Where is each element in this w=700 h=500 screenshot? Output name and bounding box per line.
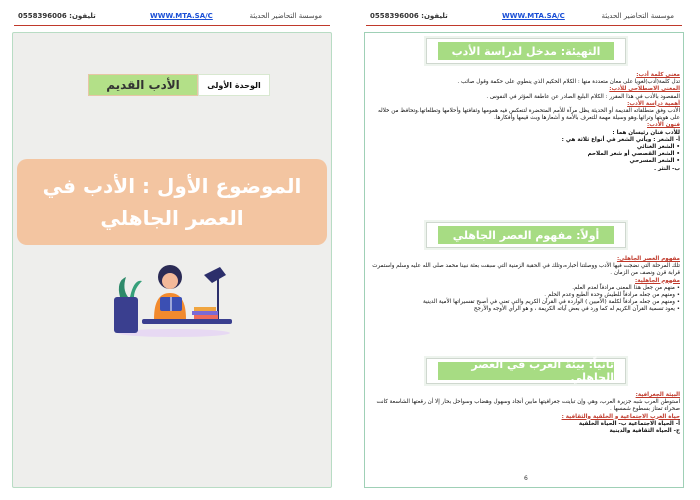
- page-header: [366, 10, 682, 26]
- section-concept-text: [368, 256, 680, 314]
- list-item: ب- النثر .: [653, 165, 680, 172]
- paragraph: استوطن العرب شبه جزيرة العرب، وهي وإن تباينت جغرافيتها مابين أنجاد وسهول وهضاب وسواحل بحار إلا أن رقعتها الشاسعة كانت صحراء تمتاز بسطوع شمسها .: [376, 399, 680, 413]
- list-item: • الشعر الغنائي: [636, 144, 680, 151]
- banner-title: ثانياً: بيئة العرب في العصر الجاهلي: [438, 362, 614, 380]
- banner-title: أولاً: مفهوم العصر الجاهلي: [438, 226, 614, 244]
- subheading: مفهوم العصر الجاهلي:: [616, 256, 680, 262]
- paragraph: تدل كلمة(أدب)لغويا على معان متعددة منها : الكلام الحكيم الذي ينطوي على حكمة وقول صائب .: [457, 79, 680, 86]
- subheading: مفهوم الجاهلية:: [635, 277, 680, 284]
- girl-reading-icon: [108, 257, 238, 337]
- header-website-link[interactable]: WWW.MTA.SA/C: [502, 12, 565, 20]
- subheading: حياة العرب الاجتماعية و الخلقية والثقافية :: [561, 413, 680, 420]
- section-banner-concept: [426, 222, 626, 248]
- topic-title: الموضوع الأول : الأدب في العصر الجاهلي: [17, 159, 327, 245]
- paragraph: للأدب فنان رئيسان هما :: [612, 129, 680, 136]
- paragraph: المقصود بالأدب في هذا المقرر : الكلام البليغ الصادر عن عاطفة المؤثر في النفوس .: [486, 93, 680, 100]
- banner-title: التهيئة: مدخل لدراسة الأدب: [438, 42, 614, 60]
- list-item: • ومنهم من جعله مرادفاً لكلمة (الأميين ) الواردة في القرآن الكريم والتي تعني في أصبح تفسيراتها الأمية الدينية: [422, 299, 680, 306]
- subheading: المعنى الاصطلاحي للأدب:: [609, 86, 680, 93]
- section-banner-intro: [426, 38, 626, 64]
- page-header: [14, 10, 330, 26]
- header-org-name: موسسة التحاضير الحديثة: [249, 12, 322, 20]
- left-page: [4, 2, 340, 496]
- list-item: • منهم من جعل هذا المعنى مرادفاً لعدم العلم.: [572, 284, 680, 291]
- unit-label: الوحدة الأولى: [198, 74, 270, 96]
- page-number: 6: [524, 475, 528, 482]
- subheading: فنون الأدب:: [647, 122, 680, 129]
- list-item: • الشعر القصصي أو شعر الملاحم: [587, 151, 680, 158]
- right-page: [356, 2, 692, 496]
- list-item: أ- الحياة الاجتماعية ب- الحياة الخلقية: [578, 420, 680, 427]
- section-intro-text: [368, 72, 680, 173]
- section-environment-text: [368, 392, 680, 435]
- unit-heading: [88, 74, 270, 96]
- header-phone: تليفون: 0558396006: [18, 12, 96, 20]
- paragraph: الأدب وفق منطلقاته القديمة أو الحديثة يظل مرآة للأمم المتحضرة لتنعكس فيه همومها وثقافتها وأحلامها وتطلعاتها.وتحافظ من خلاله على هويتها وتراثها.وهو وسيلة مهمة للتعرف بالأمة و أشعارها وبث قيمها وأفكارها.: [378, 108, 680, 122]
- header-website-link[interactable]: WWW.MTA.SA/C: [150, 12, 213, 20]
- subheading: معنى كلمة أدب:: [636, 72, 680, 78]
- list-item: ج- الحياة الثقافية والدينية: [609, 428, 680, 435]
- section-banner-environment: [426, 358, 626, 384]
- list-item: • يعود تسمية القرآن الكريم له كما ورد في بعض آياته الكريمة ، و هو الرأي الأوجه والأرجح: [473, 306, 680, 313]
- list-item: أ- الشعر : ويأتي الشعر في أنواع ثلاثة هي :: [561, 136, 680, 143]
- subheading: البيئة الجغرافية:: [635, 392, 680, 398]
- list-item: • ومنهم من جعله مرادفاً للطيش وحدة الطبع وعدم الحلم .: [544, 292, 680, 299]
- header-org-name: موسسة التحاضير الحديثة: [601, 12, 674, 20]
- subheading: أهمية دراسة الأدب:: [627, 100, 680, 107]
- header-phone: تليفون: 0558396006: [370, 12, 448, 20]
- paragraph: تلك المرحلة التي نضجت فيها الأدب ووصلتنا أخباره،وتلك في الحقبة الزمنية التي سبقت بعثة نبينا محمد صلى الله عليه وسلم واستمرت قرابة قرن ونصف من الزمان .: [372, 263, 680, 277]
- unit-title: الأدب القديم: [88, 74, 198, 96]
- list-item: • الشعر المسرحي: [629, 158, 680, 165]
